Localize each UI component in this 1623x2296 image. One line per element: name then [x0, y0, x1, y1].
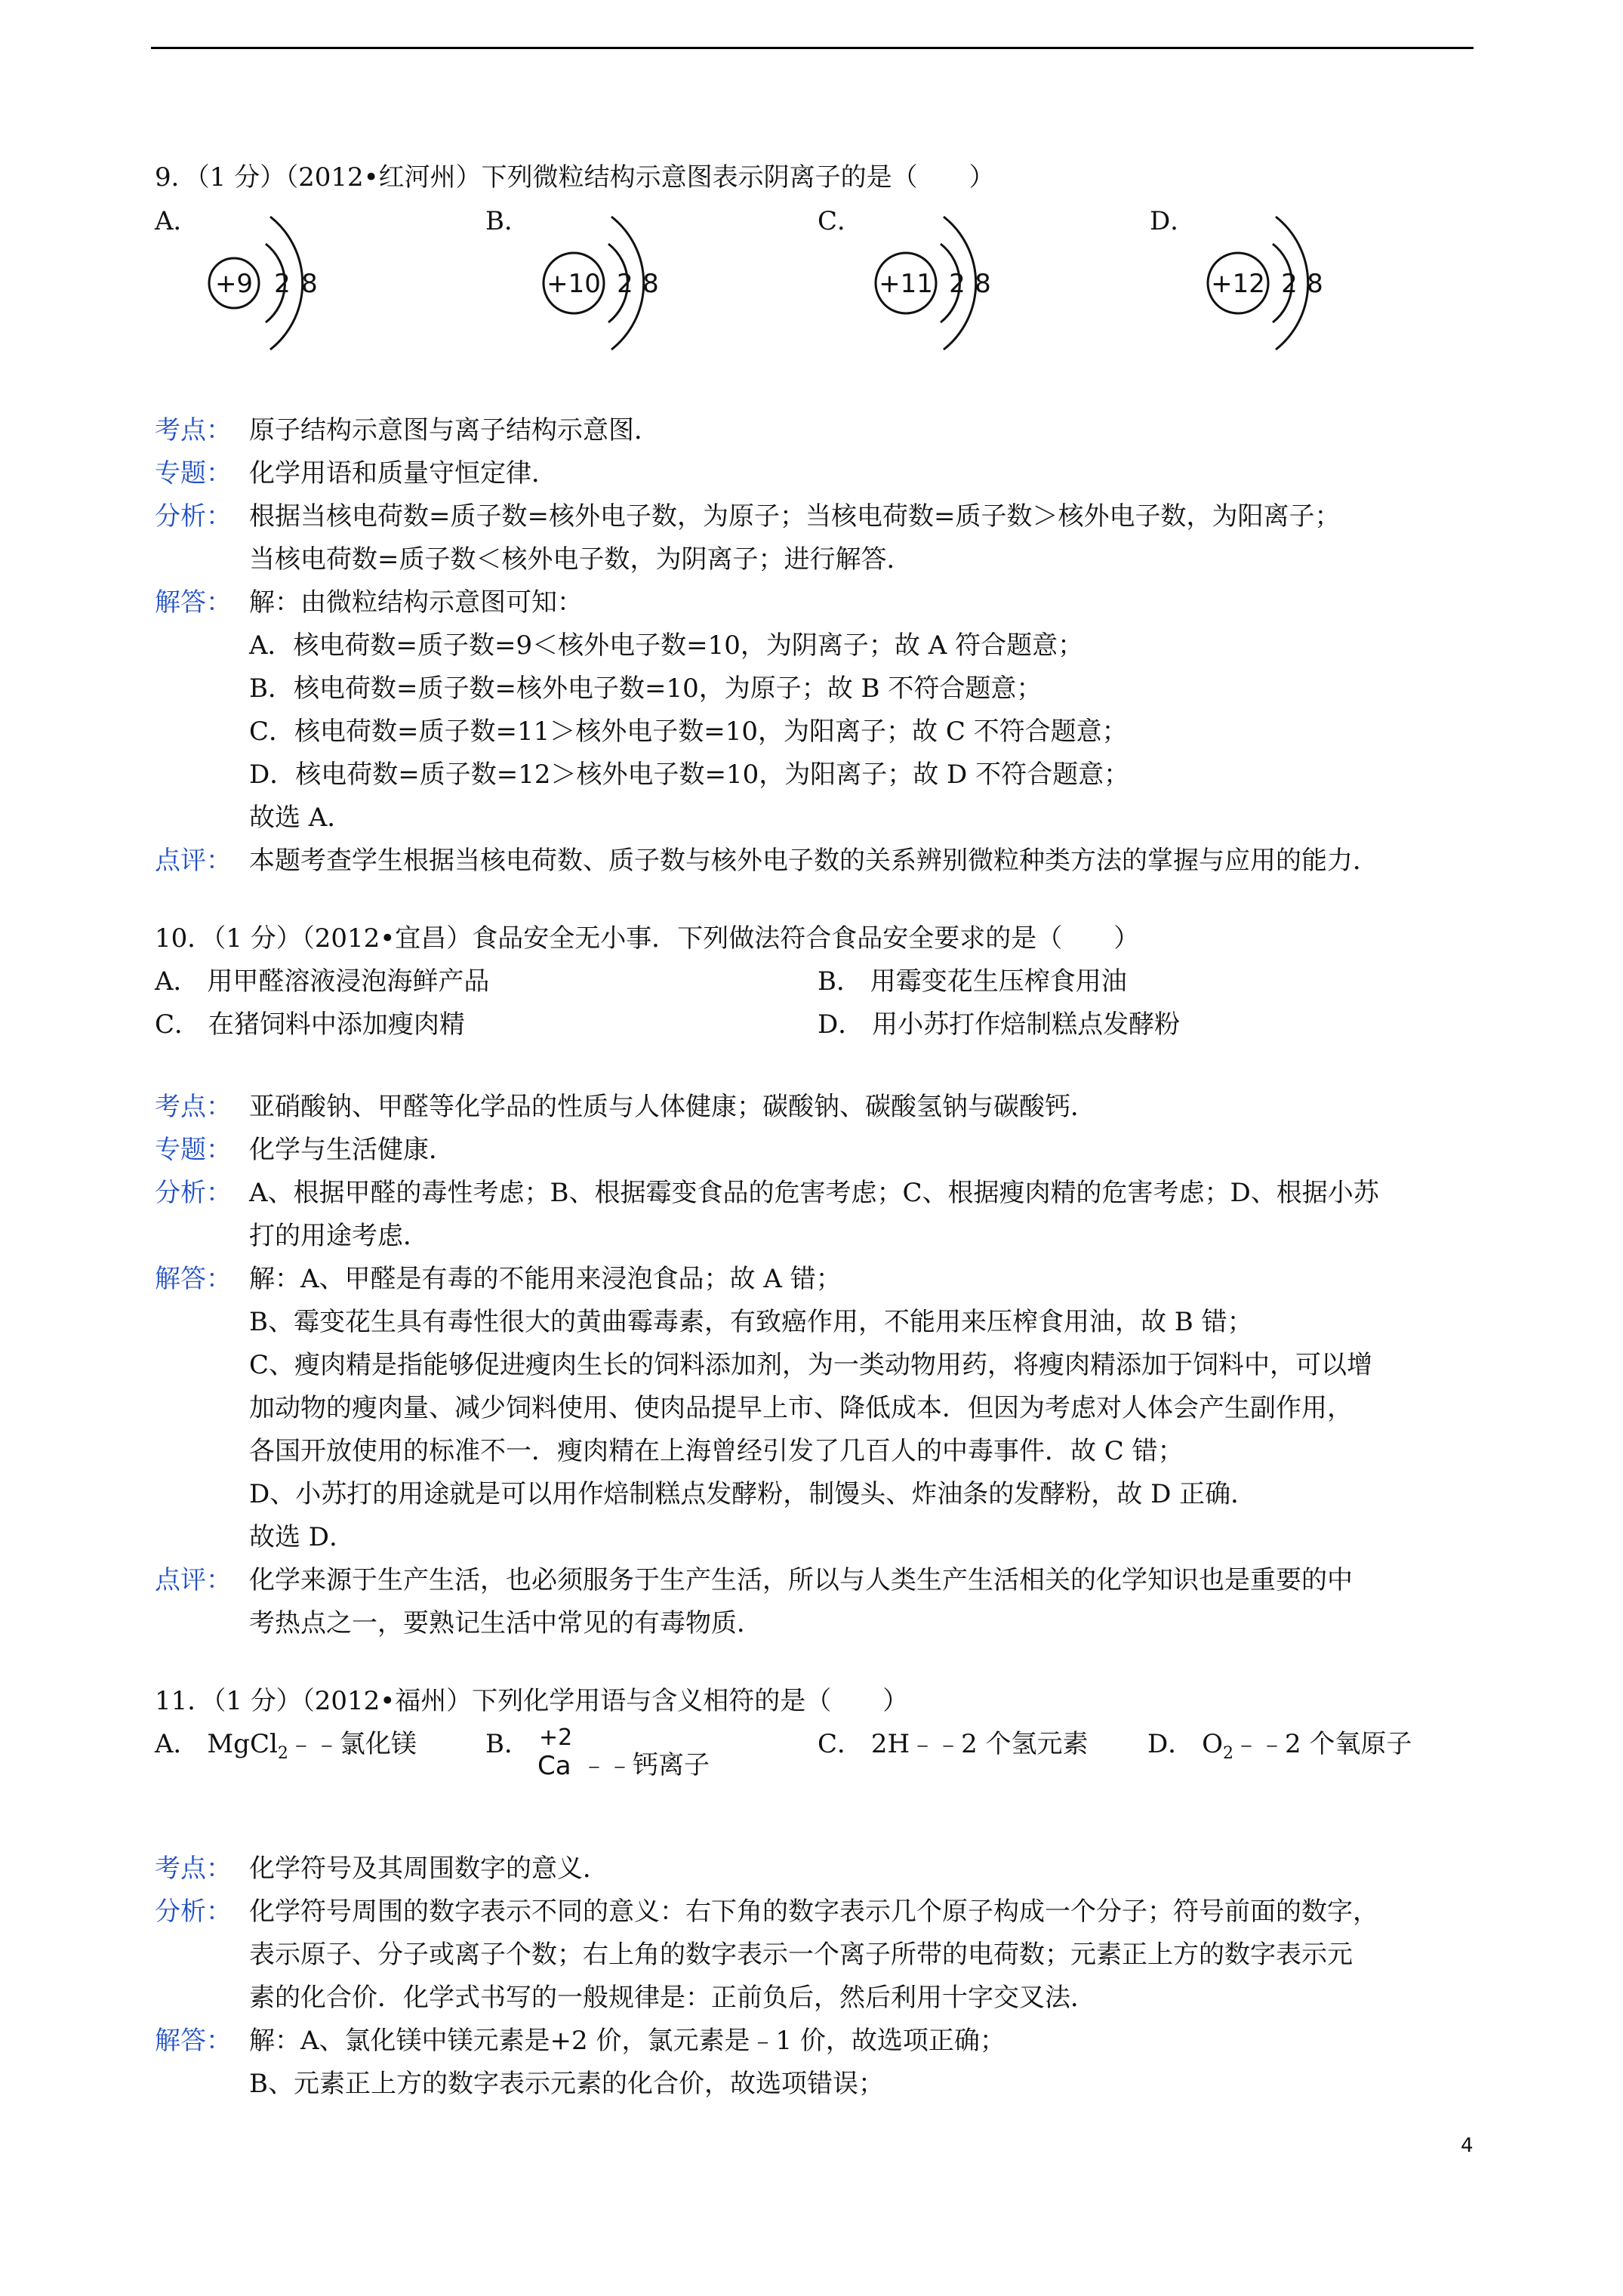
q10-dianping-line: 化学来源于生产生活，也必须服务于生产生活，所以与人类生产生活相关的化学知识也是重要的中 [249, 1565, 1353, 1595]
q11-option-a-formula: A． MgCl [155, 1729, 278, 1759]
shell-1-electrons: 2 [949, 269, 965, 299]
q9-option-b-label: B． [485, 206, 530, 236]
q9-fenxi-label: 分析： [155, 501, 232, 532]
q9-jieda-line: A．核电荷数=质子数=9＜核外电子数=10，为阴离子；故 A 符合题意； [249, 630, 1084, 661]
shell-1-electrons: 2 [617, 269, 633, 299]
q10-zhuanti-text: 化学与生活健康． [249, 1135, 454, 1165]
q9-zhuanti-label: 专题： [155, 458, 232, 488]
q10-kaodian-text: 亚硝酸钠、甲醛等化学品的性质与人体健康；碳酸钠、碳酸氢钠与碳酸钙． [249, 1092, 1096, 1122]
q11-option-d-formula: D． O [1147, 1729, 1223, 1759]
shell-1-electrons: 2 [1281, 269, 1298, 299]
q11-kaodian-label: 考点： [155, 1854, 232, 1884]
shell-2-electrons: 8 [1307, 269, 1323, 299]
nucleus-charge: +9 [214, 269, 254, 299]
q11-fenxi-label: 分析： [155, 1897, 232, 1927]
q9-fenxi-line: 根据当核电荷数=质子数=核外电子数，为原子；当核电荷数=质子数＞核外电子数，为阳离子； [249, 501, 1341, 532]
q11-fenxi-line: 表示原子、分子或离子个数；右上角的数字表示一个离子所带的电荷数；元素正上方的数字表示元 [249, 1940, 1353, 1970]
q11-kaodian-text: 化学符号及其周围数字的意义． [249, 1854, 608, 1884]
q11-option-a [155, 1729, 417, 1769]
q11-option-b-label: B． [485, 1729, 530, 1759]
q11-fenxi-line: 素的化合价．化学式书写的一般规律是：正前负后，然后利用十字交叉法． [249, 1983, 1096, 2013]
atom-diagram-d [1200, 200, 1329, 366]
q9-option-a-label: A． [155, 206, 199, 236]
q10-option-d: D． 用小苏打作焙制糕点发酵粉 [818, 1009, 1181, 1040]
q11-jieda-label: 解答： [155, 2026, 232, 2056]
atom-diagram-c [868, 200, 996, 366]
q10-zhuanti-label: 专题： [155, 1135, 232, 1165]
q10-jieda-line: 加动物的瘦肉量、减少饲料使用、使肉品提早上市、降低成本．但因为考虑对人体会产生副作用， [249, 1393, 1353, 1423]
q10-jieda-line: D、小苏打的用途就是可以用作焙制糕点发酵粉，制馒头、炸油条的发酵粉，故 D 正确． [249, 1479, 1257, 1509]
q10-option-c: C． 在猪饲料中添加瘦肉精 [155, 1009, 465, 1040]
q11-option-d-subscript: 2 [1222, 1743, 1233, 1763]
q9-dianping-label: 点评： [155, 846, 232, 876]
q9-kaodian-label: 考点： [155, 415, 232, 445]
q11-jieda-line: 解：A、氯化镁中镁元素是+2 价，氯元素是﹣1 价，故选项正确； [249, 2026, 1006, 2056]
q10-stem: 10．（1 分）（2012•宜昌）食品安全无小事．下列做法符合食品安全要求的是（ ） [155, 923, 1140, 954]
q9-option-c-label: C． [818, 206, 864, 236]
q10-jieda-line: 解：A、甲醛是有毒的不能用来浸泡食品；故 A 错； [249, 1264, 842, 1294]
shell-2-electrons: 8 [975, 269, 991, 299]
nucleus-charge: +12 [1211, 269, 1265, 299]
q11-jieda-line: B、元素正上方的数字表示元素的化合价，故选项错误； [249, 2069, 884, 2099]
q9-jieda-line: D．核电荷数=质子数=12＞核外电子数=10，为阳离子；故 D 不符合题意； [249, 760, 1130, 790]
atom-diagram-a [204, 200, 332, 366]
q11-option-d [1147, 1729, 1412, 1769]
q10-jieda-line: C、瘦肉精是指能够促进瘦肉生长的饲料添加剂，为一类动物用药，将瘦肉精添加于饲料中，可以增 [249, 1350, 1373, 1380]
q9-jieda-line: C．核电荷数=质子数=11＞核外电子数=10，为阳离子；故 C 不符合题意； [249, 717, 1128, 747]
nucleus-charge: +11 [879, 269, 933, 299]
q11-option-b-valence: +2 [539, 1724, 573, 1751]
q9-option-d-label: D． [1150, 206, 1196, 236]
q9-kaodian-text: 原子结构示意图与离子结构示意图． [249, 415, 660, 445]
q9-jieda-line: 故选 A． [249, 803, 353, 833]
q10-fenxi-label: 分析： [155, 1178, 232, 1208]
atom-diagram-b [536, 200, 664, 366]
q11-stem: 11．（1 分）（2012•福州）下列化学用语与含义相符的是（ ） [155, 1686, 909, 1716]
q10-fenxi-line: A、根据甲醛的毒性考虑；B、根据霉变食品的危害考虑；C、根据瘦肉精的危害考虑；D、根据小苏 [249, 1178, 1379, 1208]
q11-option-b-meaning: ﹣﹣钙离子 [581, 1750, 710, 1780]
q10-option-a: A． 用甲醛溶液浸泡海鲜产品 [155, 966, 490, 997]
q9-zhuanti-text: 化学用语和质量守恒定律． [249, 458, 557, 488]
q10-dianping-line: 考热点之一，要熟记生活中常见的有毒物质． [249, 1608, 762, 1638]
q11-option-a-meaning: ﹣﹣氯化镁 [288, 1729, 417, 1759]
shell-2-electrons: 8 [642, 269, 659, 299]
nucleus-charge: +10 [547, 269, 601, 299]
q9-jieda-line: B．核电荷数=质子数=核外电子数=10，为原子；故 B 不符合题意； [249, 673, 1042, 704]
q10-jieda-line: 故选 D． [249, 1522, 356, 1552]
q9-jieda-label: 解答： [155, 587, 232, 618]
q9-dianping-text: 本题考查学生根据当核电荷数、质子数与核外电子数的关系辨别微粒种类方法的掌握与应用的能力． [249, 846, 1378, 876]
shell-2-electrons: 8 [301, 269, 318, 299]
header-rule [151, 47, 1474, 49]
q11-option-a-subscript: 2 [277, 1743, 288, 1763]
q11-option-c: C． 2H﹣﹣2 个氢元素 [818, 1729, 1089, 1759]
q10-jieda-line: B、霉变花生具有毒性很大的黄曲霉毒素，有致癌作用，不能用来压榨食用油，故 B 错； [249, 1307, 1253, 1337]
shell-1-electrons: 2 [274, 269, 291, 299]
q10-dianping-label: 点评： [155, 1565, 232, 1595]
q10-fenxi-line: 打的用途考虑． [249, 1221, 429, 1251]
q11-option-d-meaning: ﹣﹣2 个氧原子 [1233, 1729, 1412, 1759]
page-number: 4 [1461, 2134, 1474, 2157]
q9-jieda-line: 解：由微粒结构示意图可知： [249, 587, 583, 618]
q10-option-b: B． 用霉变花生压榨食用油 [818, 966, 1127, 997]
q10-kaodian-label: 考点： [155, 1092, 232, 1122]
q11-option-b-symbol: Ca [537, 1751, 571, 1781]
q9-stem: 9．（1 分）（2012•红河州）下列微粒结构示意图表示阴离子的是（ ） [155, 162, 995, 193]
q11-fenxi-line: 化学符号周围的数字表示不同的意义：右下角的数字表示几个原子构成一个分子；符号前面的数字， [249, 1897, 1378, 1927]
q9-fenxi-line: 当核电荷数=质子数＜核外电子数，为阴离子；进行解答． [249, 544, 913, 575]
q10-jieda-label: 解答： [155, 1264, 232, 1294]
q10-jieda-line: 各国开放使用的标准不一．瘦肉精在上海曾经引发了几百人的中毒事件．故 C 错； [249, 1436, 1184, 1466]
